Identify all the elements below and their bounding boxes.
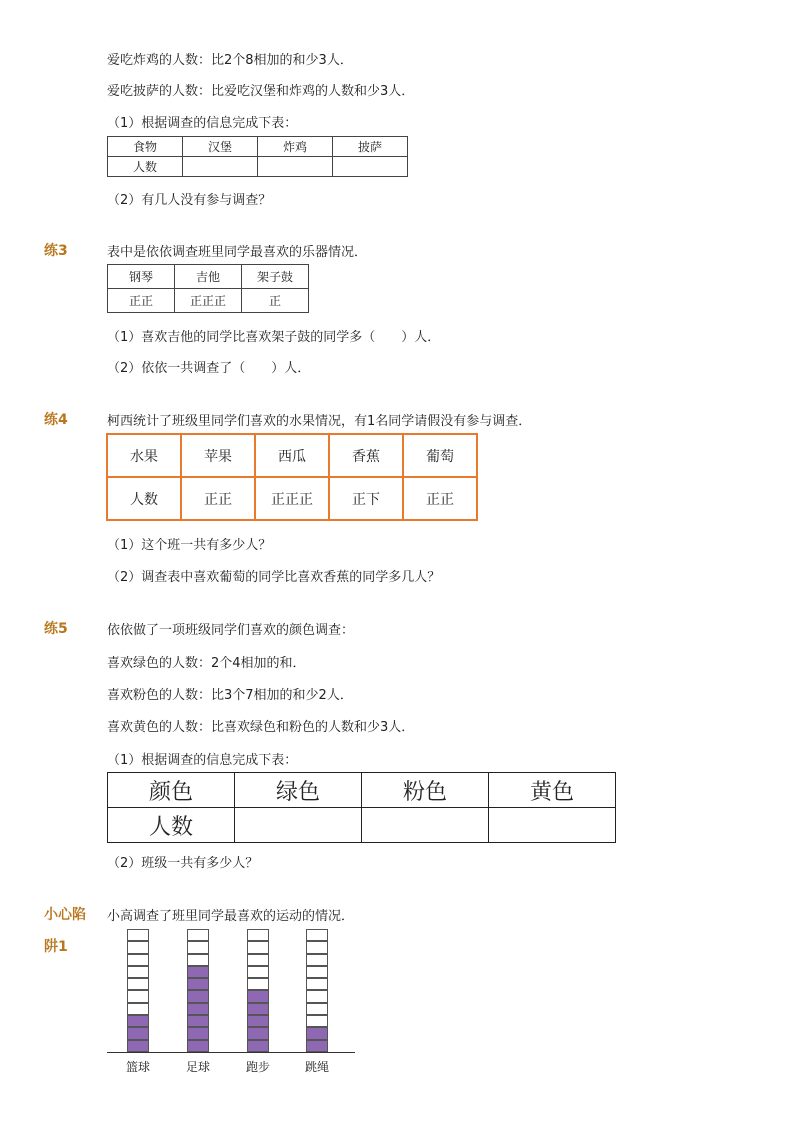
bar-cell (306, 954, 328, 966)
fruit-header-1: 苹果 (181, 434, 255, 477)
bar-cell (247, 978, 269, 990)
ex3-question-2: （2）依依一共调查了（ ）人． (107, 361, 311, 376)
question-1-top: （1）根据调查的信息完成下表： (107, 116, 298, 131)
fruit-header-4: 葡萄 (403, 434, 477, 477)
instrument-header-0: 钢琴 (108, 265, 175, 289)
food-header-1: 汉堡 (183, 137, 258, 157)
fruit-table (106, 433, 478, 521)
color-header-2: 粉色 (362, 773, 489, 808)
bar-cell (306, 941, 328, 953)
bar-cell (247, 1015, 269, 1027)
bar-cell (247, 941, 269, 953)
bar-cell (127, 1027, 149, 1039)
instrument-table (107, 264, 309, 313)
ex5-question-1: （1）根据调查的信息完成下表： (107, 753, 298, 768)
bar-cell (127, 1040, 149, 1052)
bar-cell (306, 966, 328, 978)
fruit-tally-0: 人数 (107, 477, 181, 520)
ex3-text: 表中是依依调查班里同学最喜欢的乐器情况． (107, 245, 368, 260)
text-fried-chicken: 爱吃炸鸡的人数：比2个8相加的和少3人． (107, 53, 353, 68)
fruit-header-3: 香蕉 (329, 434, 403, 477)
sport-bar-chart (107, 928, 355, 1078)
bar-跑步 (247, 929, 269, 1052)
instrument-tally-1: 正正正 (175, 289, 242, 313)
bar-cell (187, 966, 209, 978)
bar-cell (247, 966, 269, 978)
text-pizza: 爱吃披萨的人数：比爱吃汉堡和炸鸡的人数和少3人． (107, 84, 415, 99)
instrument-header-1: 吉他 (175, 265, 242, 289)
bar-篮球 (127, 929, 149, 1052)
bar-cell (127, 978, 149, 990)
bar-cell (306, 1003, 328, 1015)
x-tick-label: 足球 (185, 1060, 210, 1074)
instrument-tally-0: 正正 (108, 289, 175, 313)
bar-cell (187, 1015, 209, 1027)
bar-cell (247, 1003, 269, 1015)
fruit-header-0: 水果 (107, 434, 181, 477)
ex3-question-1: （1）喜欢吉他的同学比喜欢架子鼓的同学多（ ）人． (107, 330, 441, 345)
ex5-label: 练5 (44, 621, 68, 637)
bar-cell (187, 941, 209, 953)
trap-text: 小高调查了班里同学最喜欢的运动的情况． (107, 909, 355, 924)
ex4-question-1: （1）这个班一共有多少人？ (107, 538, 272, 553)
bar-cell (247, 1027, 269, 1039)
color-row-label: 人数 (108, 808, 235, 843)
bar-cell (247, 954, 269, 966)
food-header-3: 披萨 (333, 137, 408, 157)
food-table (107, 136, 408, 177)
bar-跳绳 (306, 929, 328, 1052)
color-cell-green[interactable] (235, 808, 362, 843)
color-header-1: 绿色 (235, 773, 362, 808)
bar-cell (247, 990, 269, 1002)
ex4-question-2: （2）调查表中喜欢葡萄的同学比喜欢香蕉的同学多几人？ (107, 570, 441, 585)
bar-足球 (187, 929, 209, 1052)
bar-cell (127, 954, 149, 966)
food-header-0: 食物 (108, 137, 183, 157)
food-row-label: 人数 (108, 157, 183, 177)
bar-cell (247, 929, 269, 941)
bar-cell (187, 1003, 209, 1015)
fruit-tally-3: 正下 (329, 477, 403, 520)
food-header-2: 炸鸡 (258, 137, 333, 157)
color-cell-yellow[interactable] (489, 808, 616, 843)
bar-cell (187, 1040, 209, 1052)
ex5-text: 依依做了一项班级同学们喜欢的颜色调查： (107, 623, 355, 638)
ex5-question-2: （2）班级一共有多少人？ (107, 856, 259, 871)
bar-cell (247, 1040, 269, 1052)
ex4-text: 柯西统计了班级里同学们喜欢的水果情况，有1名同学请假没有参与调查． (107, 414, 532, 429)
food-cell-chicken[interactable] (258, 157, 333, 177)
color-header-3: 黄色 (489, 773, 616, 808)
trap-label-1: 小心陷 (44, 907, 86, 923)
color-cell-pink[interactable] (362, 808, 489, 843)
bar-cell (187, 990, 209, 1002)
bar-cell (306, 929, 328, 941)
ex5-yellow: 喜欢黄色的人数：比喜欢绿色和粉色的人数和少3人． (107, 720, 415, 735)
ex4-label: 练4 (44, 412, 68, 428)
ex5-pink: 喜欢粉色的人数：比3个7相加的和少2人． (107, 688, 353, 703)
fruit-tally-2: 正正正 (255, 477, 329, 520)
question-2-top: （2）有几人没有参与调查？ (107, 193, 272, 208)
food-cell-hamburger[interactable] (183, 157, 258, 177)
bar-cell (306, 1040, 328, 1052)
bar-cell (306, 978, 328, 990)
food-cell-pizza[interactable] (333, 157, 408, 177)
fruit-tally-4: 正正 (403, 477, 477, 520)
x-axis (107, 1052, 355, 1053)
bar-cell (306, 990, 328, 1002)
ex5-green: 喜欢绿色的人数：2个4相加的和． (107, 656, 306, 671)
color-table (107, 772, 616, 843)
bar-cell (187, 954, 209, 966)
bar-cell (306, 1015, 328, 1027)
x-tick-label: 跑步 (245, 1060, 270, 1074)
x-tick-label: 篮球 (125, 1060, 150, 1074)
instrument-tally-2: 正 (242, 289, 309, 313)
bar-cell (127, 990, 149, 1002)
x-tick-label: 跳绳 (304, 1060, 329, 1074)
fruit-header-2: 西瓜 (255, 434, 329, 477)
color-header-0: 颜色 (108, 773, 235, 808)
bar-cell (306, 1027, 328, 1039)
bar-cell (127, 966, 149, 978)
bar-cell (127, 929, 149, 941)
bar-cell (187, 1027, 209, 1039)
trap-label-2: 阱1 (44, 939, 68, 955)
bar-cell (127, 1003, 149, 1015)
bar-cell (127, 1015, 149, 1027)
bar-cell (187, 929, 209, 941)
instrument-header-2: 架子鼓 (242, 265, 309, 289)
fruit-tally-1: 正正 (181, 477, 255, 520)
bar-cell (187, 978, 209, 990)
ex3-label: 练3 (44, 243, 68, 259)
bar-cell (127, 941, 149, 953)
